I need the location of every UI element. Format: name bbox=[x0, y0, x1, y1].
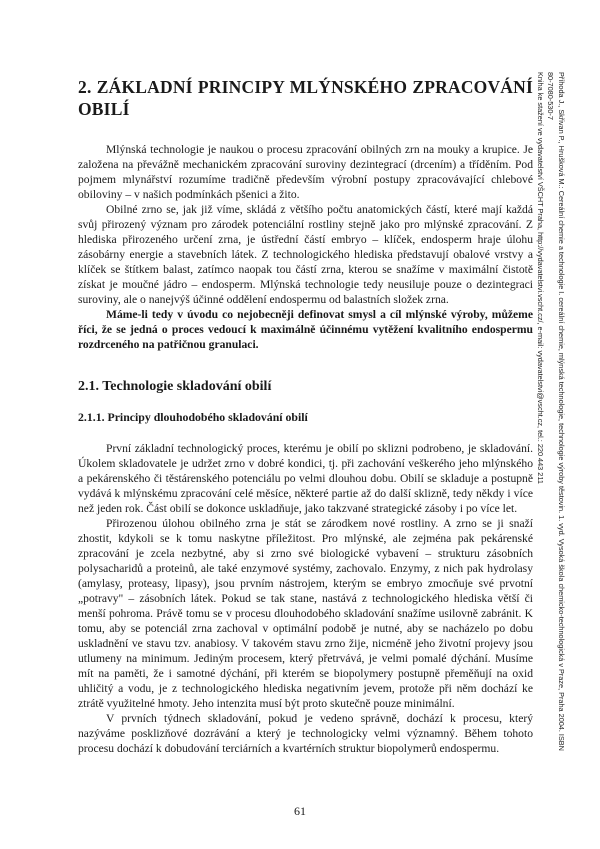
copyright-sidebar bbox=[535, 72, 567, 772]
page-content bbox=[78, 76, 533, 756]
subsection-title: 2.1.1. Principy dlouhodobého skladování obilí bbox=[78, 410, 308, 424]
section-title: 2.1. Technologie skladování obilí bbox=[78, 379, 272, 394]
section-paragraph: V prvních týdnech skladování, pokud je vedeno správně, dochází k procesu, který nazýváme posklizňové dozrávání a který je technologicky velmi významný. Během tohoto procesu dochází k dobudování terciárních a kvartérních struktur biopolymerů endospermu. bbox=[78, 712, 533, 755]
page-number: 61 bbox=[294, 804, 306, 818]
intro-paragraph: Mlýnská technologie je naukou o procesu zpracování obilných zrn na mouky a krupice. Je založena na převážně mechanickém zpracování suroviny dezintegrací (drcením) a tříděním. Pod pojmem mlynářství rozumíme tradičně především výrobní postupy zpracovávající chlebové obiloviny – v našich podmínkách pšenici a žito. bbox=[78, 143, 533, 201]
intro-paragraph: Obilné zrno se, jak již víme, skládá z většího počtu anatomických částí, které mají každá svůj přirozený význam pro zárodek potenciální rostliny stejně jako pro mlýnské zpracování. Z hlediska přirozeného určení zrna, je ústřední částí embryo – klíček, endosperm hraje úlohu zásobárny energie a stavebních látek. Z technologického hlediska představují obalové vrstvy a klíček se štítkem balast, zatímco naopak tou částí zrna, kterou se snažíme v maximální čistotě získat je moučné jádro – endosperm. Mlýnská technologie tedy neusiluje pouze o dezintegraci suroviny, ale o nanejvýš účinné oddělení endospermu od balastních složek zrna. bbox=[78, 203, 533, 306]
sidebar-line: Kniha ke stažení ve vydavatelství VŠCHT Praha, http://vydavatelstvi.vscht.cz/, e-mail: vydavatelstvi@vscht.cz, tel.: 220 443 211 bbox=[536, 72, 545, 484]
section-paragraph: Přirozenou úlohou obilného zrna je stát se zárodkem nové rostliny. A zrno se ji snaží zhostit, kdykoli se k tomu naskytne příležitost. Pro mlýnské, ale zejména pak pekárenské zpracování je zcela nezbytné, aby si zrno své biologické vybavení – strukturu zásobních polysacharidů a proteinů, ale také enzymové systémy, zachovalo. Enzymy, z nich pak hydrolasy (amylasy, proteasy, lipasy), jsou prvním nástrojem, kterým se embryo zmocňuje své prvotní „potravy" – zásobních látek. Pokud se tak stane, nastává z technologického hlediska větší či menší pohroma. Právě tomu se v procesu dlouhodobého skladování snažíme usilovně zabránit. K tomu, aby se potenciál zrna zachoval v optimální podobě je nutné, aby se nacházelo po dobu uskladnění ve stavu tzv. anabiosy. V takovém stavu zrno žije, nicméně jeho životní projevy jsou utlumeny na minimum. Jediným procesem, který přetrvává, je velmi pomalé dýchání. Musíme mít na paměti, že i samotné dýchání, při kterém se biopolymery postupně přeměňují na oxid uhličitý a vodu, je z technologického hlediska negativním jevem, protože při něm dochází ke ztrátě využitelné hmoty. Jeho intenzita musí být proto skutečně pouze minimální. bbox=[78, 517, 533, 710]
section-paragraph: První základní technologický proces, kterému je obilí po sklizni podrobeno, je skladování. Úkolem skladovatele je udržet zrno v dobré kondici, tj. při zachování veškerého jeho mlýnského a pekárenského či těstárenského potenciálu po velmi dlouhou dobu. Obilí se skladuje a postupně vydává k mlýnskému zpracování celé měsíce, některé partie až do další sklizně, tedy někdy i více než jeden rok. Část obilí se dokonce uskladňuje, jako takzvané strategické zásoby i po více let. bbox=[78, 442, 533, 515]
sidebar-line: Příhoda J., Skřivan P., Hrušková M.: Cereální chemie a technologie I. cereální chemie, mlýnská technologie, technologie výroby těstovin. 1. vyd. Vysoká škola chemicko-technologická v Praze, Praha 2004. ISBN bbox=[557, 72, 566, 751]
intro-bold-paragraph: Máme-li tedy v úvodu co nejobecněji definovat smysl a cíl mlýnské výroby, můžeme říci, že se jedná o proces vedoucí k maximálně účinnému vytěžení kvalitního endospermu rozdrceného na patřičnou granulaci. bbox=[78, 308, 533, 351]
chapter-title: 2. ZÁKLADNÍ PRINCIPY MLÝNSKÉHO ZPRACOVÁNÍ OBILÍ bbox=[78, 77, 533, 119]
sidebar-line: 80-7080-530-7 bbox=[546, 72, 556, 120]
